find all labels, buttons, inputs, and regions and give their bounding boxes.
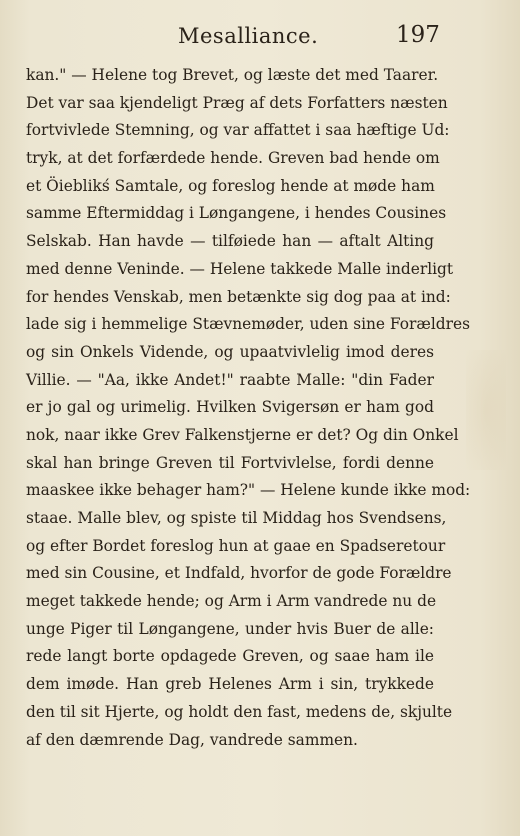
text-line: med sin Cousine, et Indfald, hvorfor de gode Forældre <box>26 564 452 583</box>
text-line: unge Piger til Løngangene, under hvis Buer de alle: <box>26 619 434 638</box>
text-line: lade sig i hemmelige Stævnemøder, uden sine Forældres <box>26 315 470 334</box>
text-line: et Öieblikś Samtale, og foreslog hende at møde ham <box>26 176 435 195</box>
running-title: Mesalliance. <box>178 24 319 48</box>
body-text <box>26 62 471 754</box>
text-line: dem imøde. Han greb Helenes Arm i sin, trykkede <box>26 675 434 694</box>
text-line: med denne Veninde. — Helene takkede Malle inderligt <box>26 259 454 278</box>
text-line: nok, naar ikke Grev Falkenstjerne er det? Og din Onkel <box>26 425 459 444</box>
text-line: og efter Bordet foreslog hun at gaae en Spadseretour <box>26 536 446 555</box>
text-line: den til sit Hjerte, og holdt den fast, medens de, skjulte <box>26 702 453 721</box>
page-number: 197 <box>396 22 440 48</box>
text-line: fortvivlede Stemning, og var affattet i saa hæftige Ud: <box>26 121 450 140</box>
text-line: er jo gal og urimelig. Hvilken Svigersøn er ham god <box>26 398 434 417</box>
text-line: staae. Malle blev, og spiste til Middag hos Svendsens, <box>26 509 447 527</box>
text-line: Det var saa kjendeligt Præg af dets Forfatters næsten <box>26 93 448 112</box>
text-line: skal han bringe Greven til Fortvivlelse, fordi denne <box>26 453 434 472</box>
text-line: samme Eftermiddag i Løngangene, i hendes Cousines <box>26 204 447 223</box>
text-line: rede langt borte opdagede Greven, og saae ham ile <box>26 647 434 666</box>
text-line: Villie. — "Aa, ikke Andet!" raabte Malle: "din Fader <box>26 370 434 389</box>
text-line: af den dæmrende Dag, vandrede sammen. <box>26 730 358 749</box>
paper-stain <box>466 350 506 470</box>
running-head <box>0 22 520 52</box>
text-line: Selskab. Han havde — tilføiede han — aftalt Alting <box>26 232 434 251</box>
text-line: og sin Onkels Vidende, og upaatvivlelig imod deres <box>26 342 434 361</box>
text-line: tryk, at det forfærdede hende. Greven bad hende om <box>26 149 440 168</box>
text-line: kan." — Helene tog Brevet, og læste det med Taarer. <box>26 66 439 84</box>
text-line: meget takkede hende; og Arm i Arm vandrede nu de <box>26 592 437 611</box>
text-line: for hendes Venskab, men betænkte sig dog paa at ind: <box>26 287 451 306</box>
text-line: maaskee ikke behager ham?" — Helene kunde ikke mod: <box>26 481 471 500</box>
